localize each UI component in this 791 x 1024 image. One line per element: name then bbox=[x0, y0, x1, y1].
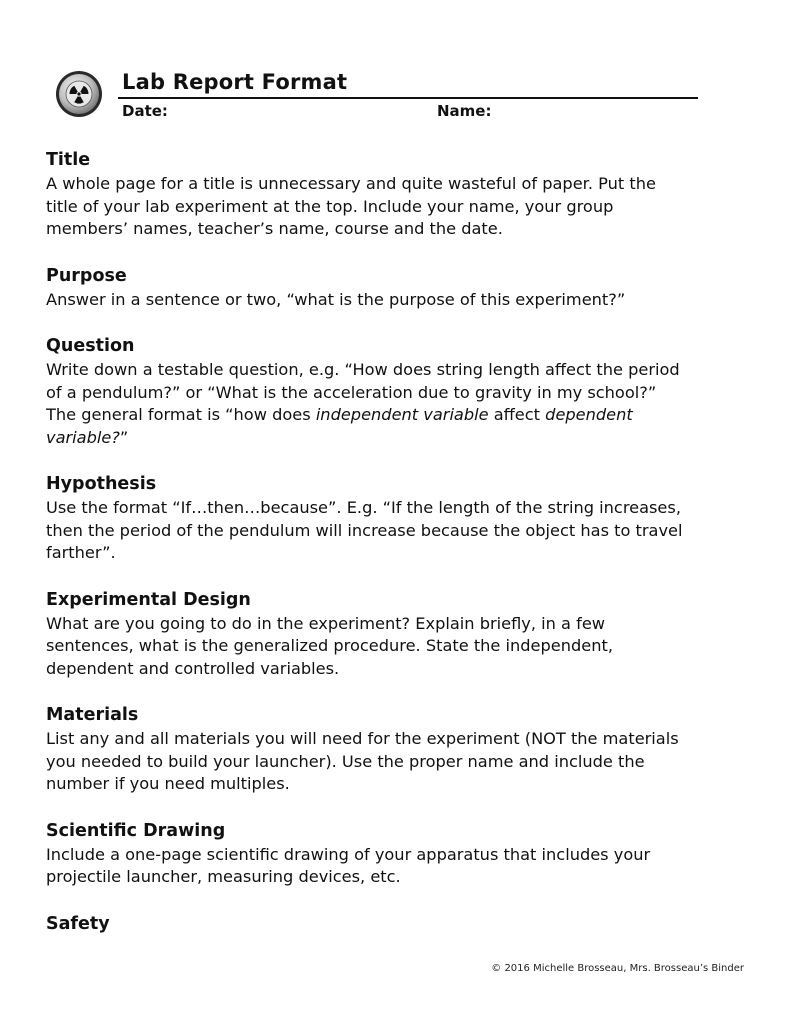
format-text: ” bbox=[119, 427, 129, 447]
header-divider bbox=[118, 97, 698, 99]
section-heading: Purpose bbox=[46, 265, 127, 286]
section-heading: Materials bbox=[46, 705, 139, 725]
copyright-footer: © 2016 Michelle Brosseau, Mrs. Brosseau’s Binder bbox=[491, 963, 744, 974]
section-materials bbox=[46, 703, 756, 796]
body-line: projectile launcher, measuring devices, etc. bbox=[46, 867, 401, 886]
section-body bbox=[46, 844, 756, 889]
body-line: Include a one-page scientific drawing of your apparatus that includes your bbox=[46, 844, 651, 864]
date-label: Date: bbox=[122, 102, 168, 120]
section-heading: Hypothesis bbox=[46, 474, 157, 494]
section-body bbox=[46, 613, 756, 681]
format-text: affect bbox=[488, 405, 546, 424]
section-heading: Experimental Design bbox=[46, 589, 251, 610]
body-line: What are you going to do in the experiment? Explain briefly, in a few bbox=[46, 613, 606, 633]
body-line: then the period of the pendulum will increase because the object has to travel bbox=[46, 520, 683, 540]
section-body bbox=[46, 728, 756, 796]
name-label: Name: bbox=[437, 102, 492, 120]
page-title: Lab Report Format bbox=[122, 70, 348, 94]
body-line: title of your lab experiment at the top. Include your name, your group bbox=[46, 196, 614, 216]
body-line-format bbox=[46, 404, 756, 427]
format-text: The general format is “how does bbox=[46, 405, 316, 424]
independent-variable-text: independent variable bbox=[315, 405, 489, 424]
body-line: you needed to build your launcher). Use the proper name and include the bbox=[46, 751, 645, 771]
report-sections bbox=[46, 148, 756, 960]
body-line-format bbox=[46, 427, 756, 450]
section-body bbox=[46, 173, 756, 241]
body-line: dependent and controlled variables. bbox=[46, 658, 340, 678]
body-line: sentences, what is the generalized procedure. State the independent, bbox=[46, 636, 613, 655]
section-heading: Scientific Drawing bbox=[46, 820, 226, 841]
section-experimental-design bbox=[46, 588, 756, 681]
body-line: of a pendulum?” or “What is the acceleration due to gravity in my school?” bbox=[46, 382, 657, 402]
section-purpose bbox=[46, 264, 756, 312]
dependent-variable-text: variable? bbox=[46, 427, 120, 447]
section-body bbox=[46, 359, 756, 449]
section-scientific-drawing bbox=[46, 819, 756, 889]
section-body bbox=[46, 497, 756, 565]
body-line: A whole page for a title is unnecessary and quite wasteful of paper. Put the bbox=[46, 174, 656, 193]
body-line: Write down a testable question, e.g. “How does string length affect the period bbox=[46, 360, 680, 379]
body-line: List any and all materials you will need for the experiment (NOT the materials bbox=[46, 729, 679, 748]
section-safety bbox=[46, 912, 756, 937]
dependent-variable-text: dependent bbox=[545, 405, 633, 424]
body-line: Use the format “If…then…because”. E.g. “If the length of the string increases, bbox=[46, 498, 681, 517]
section-heading: Question bbox=[46, 336, 135, 356]
section-heading: Title bbox=[46, 150, 91, 170]
body-line: farther”. bbox=[46, 543, 116, 562]
section-body bbox=[46, 289, 756, 312]
radiation-icon bbox=[55, 70, 103, 118]
section-heading: Safety bbox=[46, 913, 110, 934]
section-title bbox=[46, 148, 756, 241]
body-line: number if you need multiples. bbox=[46, 774, 290, 793]
section-hypothesis bbox=[46, 472, 756, 565]
body-line: Answer in a sentence or two, “what is the purpose of this experiment?” bbox=[46, 289, 626, 309]
section-question bbox=[46, 334, 756, 449]
body-line: members’ names, teacher’s name, course and the date. bbox=[46, 219, 503, 238]
